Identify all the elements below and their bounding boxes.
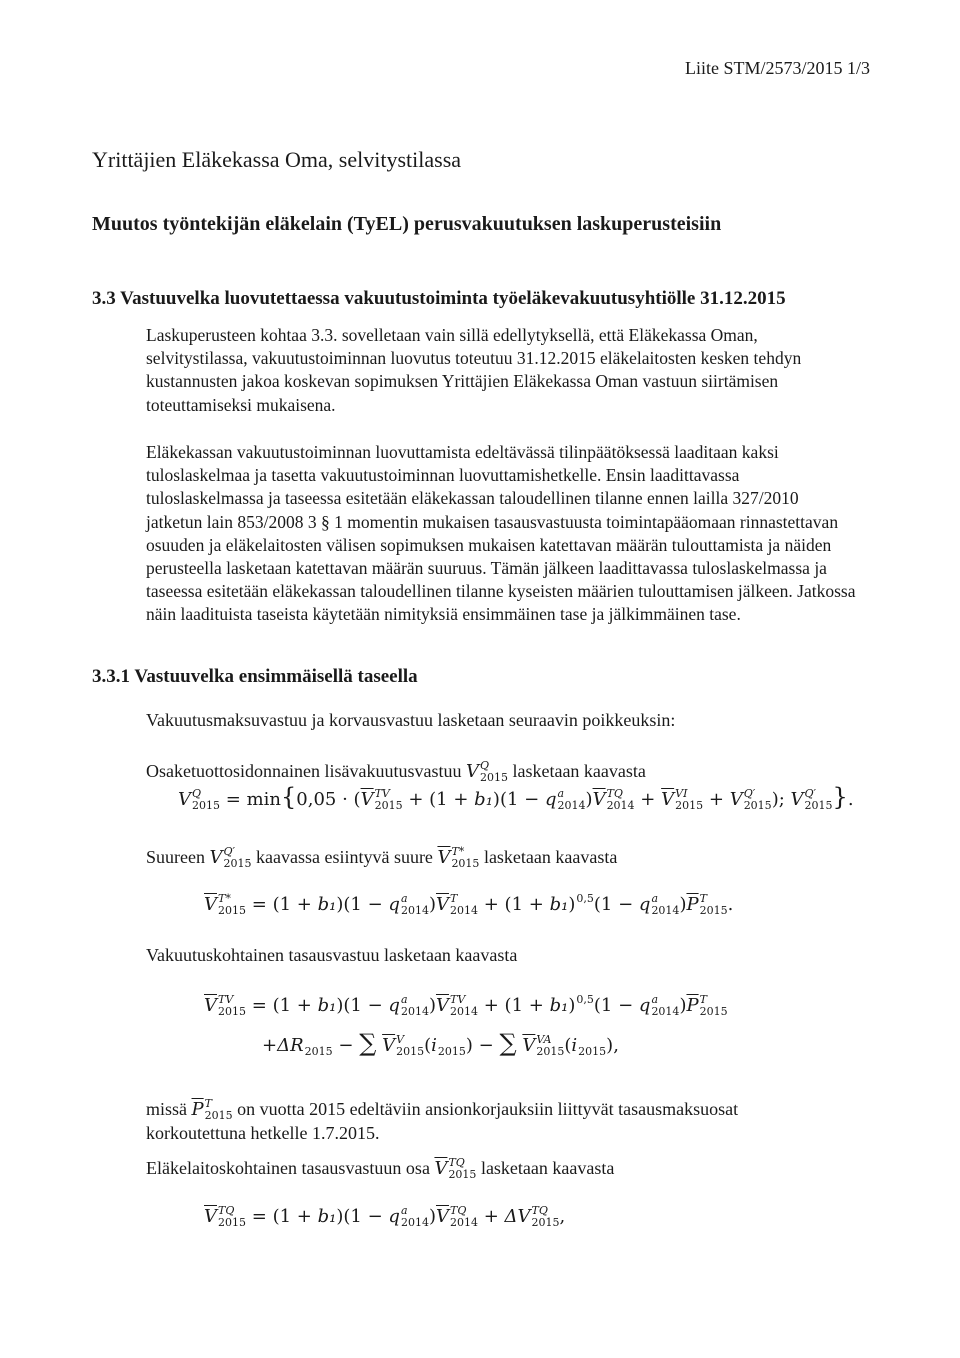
suureen-line [146,846,617,870]
missa-line [146,1098,738,1122]
formula-vtv2015-line1: $\overline{V}$ TV 2015 = (1 + b₁)(1 − q a 2014 )$\overline{V}$ TV 2014 + (1 + b₁) 0,5 (1 − q a 2014 )$\overline{P}$ T 2015 [204,993,728,1018]
osake-text-before: Osaketuottosidonnainen lisävakuutusvastuu [146,761,462,781]
inline-symbol-vtq2015: $\overline{V}$ TQ 2015 [434,1156,477,1181]
formula-vtv2015-line2: +ΔR 2015 − ∑ $\overline{V}$ V 2015 (i 2015 ) − ∑ $\overline{V}$ VA 2015 (i 2015 ), [262,1029,619,1058]
suureen-text-before: Suureen [146,847,205,867]
formula-vq2015: V Q 2015 = $\min\{0,05 \cdot (\overline{V}$ TV 2015 + (1 + b₁)(1 − q a 2014 )$\overline{V}$ TQ 2014 + $\overline{V}$ VI 2015 + V Q′ 2015 ); V Q′ 2015 }. [178,783,854,812]
inline-symbol-vq2015-prime: V Q′ 2015 [209,845,252,870]
section-heading-3-3-1: 3.3.1 Vastuuvelka ensimmäisellä taseella [92,666,418,687]
elake-text-before: Eläkelaitoskohtainen tasausvastuun osa [146,1158,430,1178]
intro-line: Vakuutusmaksuvastuu ja korvausvastuu lasketaan seuraavin poikkeuksin: [146,710,676,730]
elake-line [146,1157,614,1181]
osake-text-after: lasketaan kaavasta [512,761,646,781]
document-title: Yrittäjien Eläkekassa Oma, selvitystilassa [92,147,462,172]
paragraph-1: Laskuperusteen kohtaa 3.3. sovelletaan vain sillä edellytyksellä, että Eläkekassa Oman, selvitystilassa, vakuutustoiminnan luovutus toteutuu 31.12.2015 eläkelaitosten kesken tehdyn kustannusten jakoa koskevan sopimuksen Yrittäjien Eläkekassa Oman vastuun siirtämisen toteuttamiseksi mukaisena. [146,325,802,415]
suureen-text-after: lasketaan kaavasta [483,847,618,867]
formula-vt2015: $\overline{V}$ T* 2015 = (1 + b₁)(1 − q a 2014 )$\overline{V}$ T 2014 + (1 + b₁) 0,5 (1 − q a 2014 )$\overline{P}$ T 2015 . [204,892,734,917]
suureen-text-middle: kaavassa esiintyvä suure [255,847,433,867]
inline-symbol-vt2015: $\overline{V}$ T* 2015 [437,845,480,870]
missa-text-after: on vuotta 2015 edeltäviin ansionkorjauksiin liittyvät tasausmaksuosat [237,1099,739,1119]
document-subtitle: Muutos työntekijän eläkelain (TyEL) perusvakuutuksen laskuperusteisiin [92,213,722,235]
header-reference: Liite STM/2573/2015 1/3 [684,58,870,78]
osake-line [146,760,646,784]
paragraph-2: Eläkekassan vakuutustoiminnan luovuttamista edeltävässä tilinpäätöksessä laaditaan kaksi tuloslaskelmaa ja tasetta vakuutustoiminnan luovuttamishetkelle. Ensin laadittavassa tuloslaskelmassa ja taseessa esitetään eläkekassan taloudellinen tilanne ennen lailla 327/2010 jatketun lain 853/2008 3 § 1 momentin mukaisen tasausvastuusta toimintapääomaan rinnastettavan osuuden ja eläkelaitosten välisen sopimuksen mukaisen katettavan määrän tulouttamista ja näiden perusteella lasketaan katettavan määrän suuruus. Tämän jälkeen laadittavassa tuloslaskelmassa ja taseessa esitetään eläkekassan taloudellinen tilanne kyseisten määrien tulouttamisen jälkeen. Jatkossa näin laadituista taseista käytetään nimityksiä ensimmäinen tase ja jälkimmäinen tase. [146,442,856,625]
section-heading-3-3: 3.3 Vastuuvelka luovutettaessa vakuutustoiminta työeläkevakuutusyhtiölle 31.12.2015 [92,288,786,309]
missa-text-before: missä [146,1099,188,1119]
inline-symbol-vq2015: V Q 2015 [465,759,508,784]
missa-line-2: korkoutettuna hetkelle 1.7.2015. [146,1123,380,1143]
vakuutus-line: Vakuutuskohtainen tasausvastuu lasketaan kaavasta [146,945,518,965]
formula-vtq2015: $\overline{V}$ TQ 2015 = (1 + b₁)(1 − q a 2014 )$\overline{V}$ TQ 2014 + ΔV TQ 2015 , [204,1204,566,1229]
elake-text-after: lasketaan kaavasta [480,1158,615,1178]
inline-symbol-pt2015: $\overline{P}$ T 2015 [191,1097,233,1122]
